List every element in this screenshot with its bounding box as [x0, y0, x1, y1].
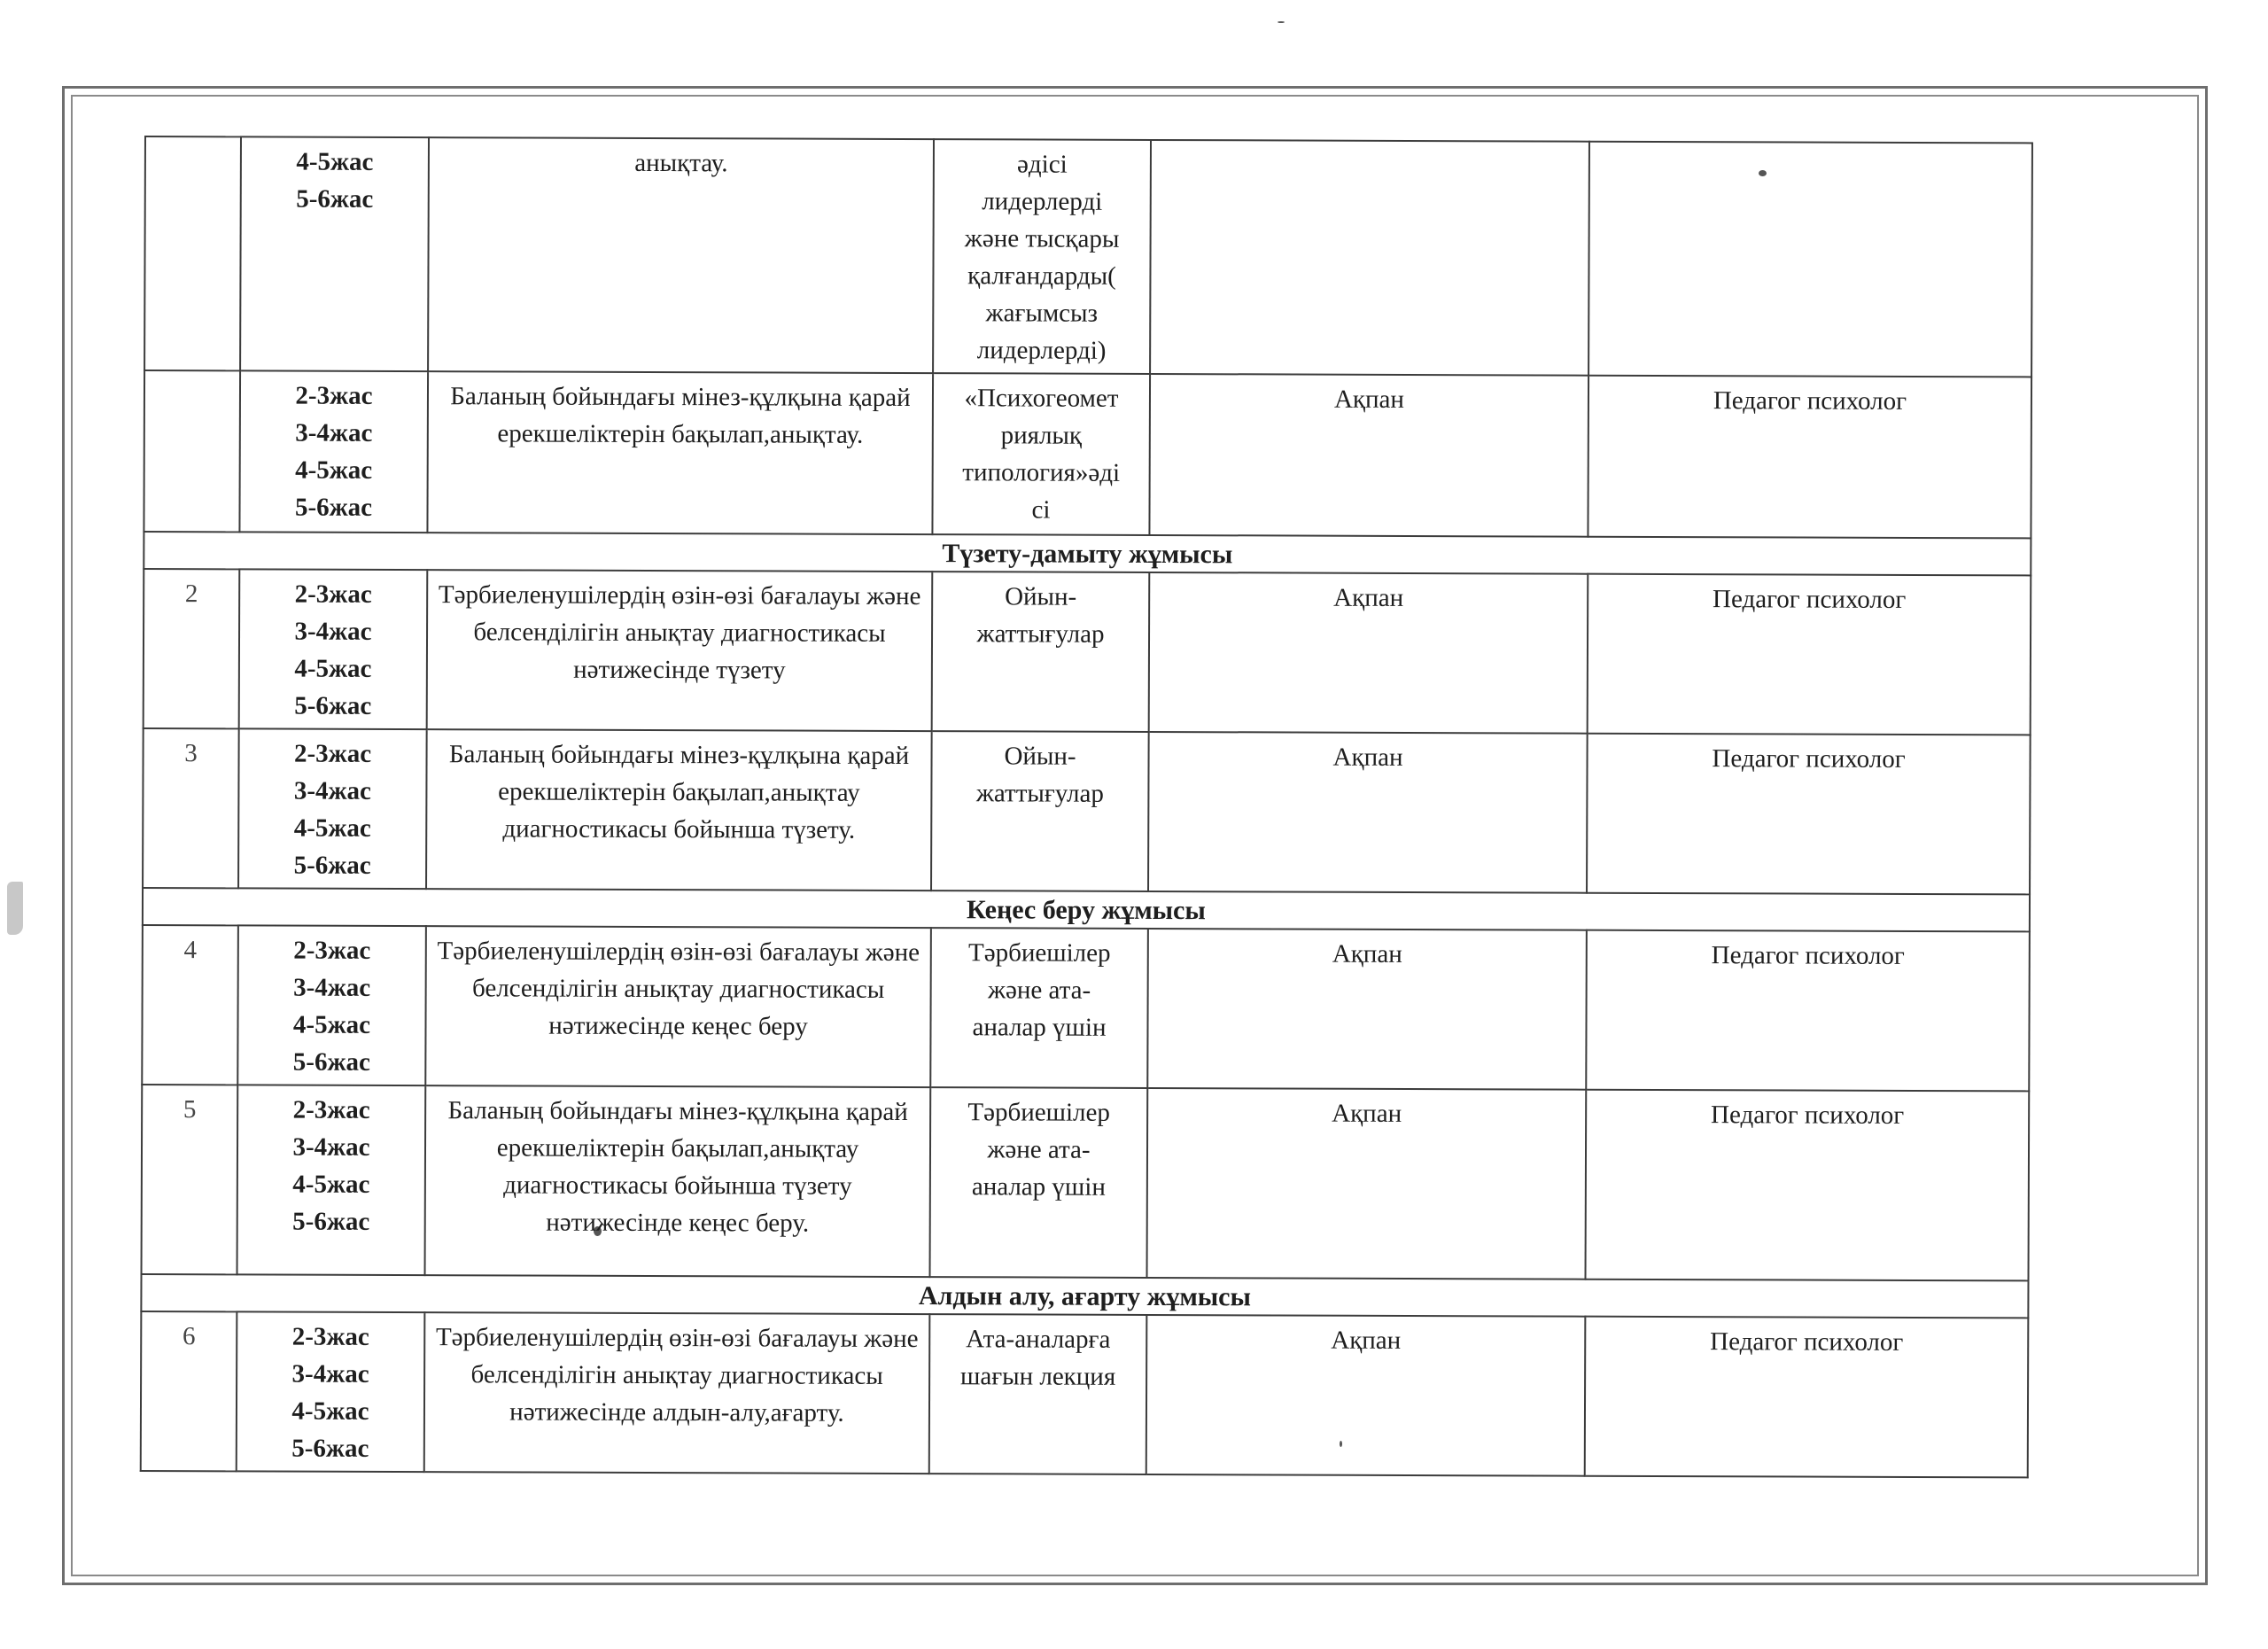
age-group: 2-3жас: [292, 1095, 370, 1124]
work-form-line: әдісі: [1017, 150, 1068, 179]
age-group: 3-4жас: [293, 973, 371, 1002]
work-time: [1150, 140, 1589, 376]
age-group: 5-6жас: [292, 1207, 370, 1236]
responsible-person: Педагог психолог: [1588, 376, 2031, 539]
table-row: [144, 569, 2031, 735]
work-form-line: лидерлерді): [976, 336, 1107, 365]
age-group: 5-6жас: [292, 1047, 370, 1077]
age-group: 2-3жас: [293, 739, 372, 768]
age-groups: [237, 1311, 425, 1472]
age-group: 3-4жас: [291, 1359, 369, 1388]
work-time: Ақпан: [1146, 1315, 1586, 1476]
work-form-line: Тәрбиешілер: [967, 938, 1111, 968]
age-group: 3-4жас: [292, 1132, 370, 1162]
work-time: Ақпан: [1148, 732, 1588, 893]
section-header: [141, 1274, 2028, 1318]
work-form: [931, 731, 1149, 891]
scan-speck: [1278, 21, 1285, 23]
work-time: Ақпан: [1149, 572, 1588, 734]
section-title: Түзету-дамыту жұмысы: [144, 532, 2031, 575]
work-time: Ақпан: [1147, 929, 1587, 1090]
age-group: 5-6жас: [294, 493, 373, 522]
work-content: Тәрбиеленушілердің өзін-өзі бағалауы және белсенділігін анықтау диагностикасы нәтижесінде алдын-алу,ағарту.: [424, 1312, 930, 1474]
work-form-line: Ата-аналарға: [966, 1325, 1111, 1354]
age-group: 4-5жас: [292, 1170, 370, 1199]
work-form-line: жаттығулар: [975, 779, 1104, 808]
age-group: 4-5жас: [294, 654, 372, 683]
age-group: 3-4жас: [295, 418, 373, 447]
work-form: [932, 572, 1150, 732]
age-group: 5-6жас: [291, 1434, 369, 1463]
work-form-line: аналар үшін: [972, 1013, 1107, 1042]
responsible-person: Педагог психолог: [1587, 734, 2031, 895]
work-time: Ақпан: [1147, 1088, 1587, 1280]
responsible-person: Педагог психолог: [1586, 930, 2030, 1092]
responsible-person: Педагог психолог: [1585, 1317, 2029, 1478]
work-form: [930, 928, 1148, 1088]
work-form-line: Ойын-: [1005, 582, 1077, 611]
age-group: 4-5жас: [293, 813, 371, 843]
work-time: Ақпан: [1149, 374, 1588, 537]
work-plan-table: [140, 136, 2033, 1478]
table-row: [143, 728, 2031, 894]
work-form-line: «Психогеомет: [964, 384, 1119, 413]
age-group: 5-6жас: [296, 184, 374, 214]
section-header: [143, 888, 2030, 931]
work-form-line: шағын лекция: [959, 1362, 1116, 1391]
responsible-person: [1588, 142, 2032, 377]
work-content: Баланың бойындағы мінез-құлқына қарай ерекшеліктерін бақылап,анықтау диагностикасы бойынша түзету.: [426, 729, 932, 891]
work-form-line: жағымсыз: [985, 299, 1099, 328]
work-content: анықтау.: [428, 137, 934, 373]
work-content: Тәрбиеленушілердің өзін-өзі бағалауы және белсенділігін анықтау диагностикасы нәтижесінде түзету: [427, 570, 933, 731]
age-group: 2-3жас: [293, 936, 371, 965]
work-content: Баланың бойындағы мінез-құлқына қарай ерекшеліктерін бақылап,анықтау.: [427, 371, 933, 534]
table-row: [144, 370, 2031, 538]
work-form: [929, 1314, 1147, 1474]
responsible-person: Педагог психолог: [1586, 1090, 2030, 1281]
work-form-line: жаттығулар: [976, 619, 1105, 649]
age-group: 4-5жас: [291, 1396, 369, 1426]
age-groups: [237, 925, 426, 1085]
age-groups: [238, 728, 427, 889]
work-form-line: аналар үшін: [971, 1172, 1106, 1202]
age-group: 3-4жас: [293, 776, 372, 805]
work-form: [932, 373, 1150, 535]
work-form-line: және ата-: [987, 1135, 1091, 1164]
table-row: [144, 136, 2032, 377]
work-form-line: және тысқары: [964, 224, 1120, 253]
table-row: [142, 925, 2030, 1091]
section-header: [144, 532, 2031, 575]
age-group: 5-6жас: [294, 691, 372, 720]
section-title: Алдын алу, ағарту жұмысы: [141, 1274, 2028, 1318]
section-title: Кеңес беру жұмысы: [143, 888, 2030, 931]
row-number: [144, 370, 240, 532]
work-content: Баланың бойындағы мінез-құлқына қарай ерекшеліктерін бақылап,анықтау диагностикасы бойынша түзету нәтижесінде кеңес беру.: [425, 1085, 931, 1277]
row-number: 6: [141, 1311, 237, 1471]
row-number: 5: [142, 1085, 238, 1274]
age-group: 4-5жас: [295, 455, 373, 485]
work-form-line: Ойын-: [1004, 742, 1076, 771]
work-form: [933, 139, 1151, 374]
age-group: 5-6жас: [293, 851, 371, 880]
work-form-line: сі: [1031, 495, 1051, 525]
work-form-line: және ата-: [987, 976, 1091, 1005]
row-number: 2: [144, 569, 240, 728]
row-number: [144, 136, 241, 370]
row-number: 3: [143, 728, 239, 888]
work-form-line: лидерлерді: [982, 187, 1103, 216]
age-group: 2-3жас: [295, 381, 373, 410]
work-content: Тәрбиеленушілердің өзін-өзі бағалауы және белсенділігін анықтау диагностикасы нәтижесінде кеңес беру: [425, 926, 931, 1087]
age-groups: [240, 136, 429, 371]
table-row: [141, 1311, 2029, 1477]
age-groups: [239, 569, 428, 729]
work-form: [930, 1087, 1148, 1278]
responsible-person: Педагог психолог: [1588, 574, 2031, 735]
work-form-line: типология»әді: [962, 458, 1121, 487]
work-form-line: Тәрбиешілер: [967, 1098, 1110, 1127]
row-number: 4: [142, 925, 238, 1085]
age-group: 2-3жас: [291, 1322, 369, 1351]
age-group: 3-4жас: [294, 617, 372, 646]
age-group: 4-5жас: [296, 147, 374, 176]
table-row: [142, 1085, 2030, 1280]
work-form-line: қалғандарды(: [967, 261, 1116, 291]
work-form-line: риялық: [1000, 421, 1083, 450]
age-groups: [239, 370, 428, 533]
age-group: 4-5жас: [292, 1010, 371, 1039]
age-group: 2-3жас: [294, 579, 372, 609]
age-groups: [237, 1085, 426, 1275]
scan-edge-mark: [7, 882, 23, 935]
